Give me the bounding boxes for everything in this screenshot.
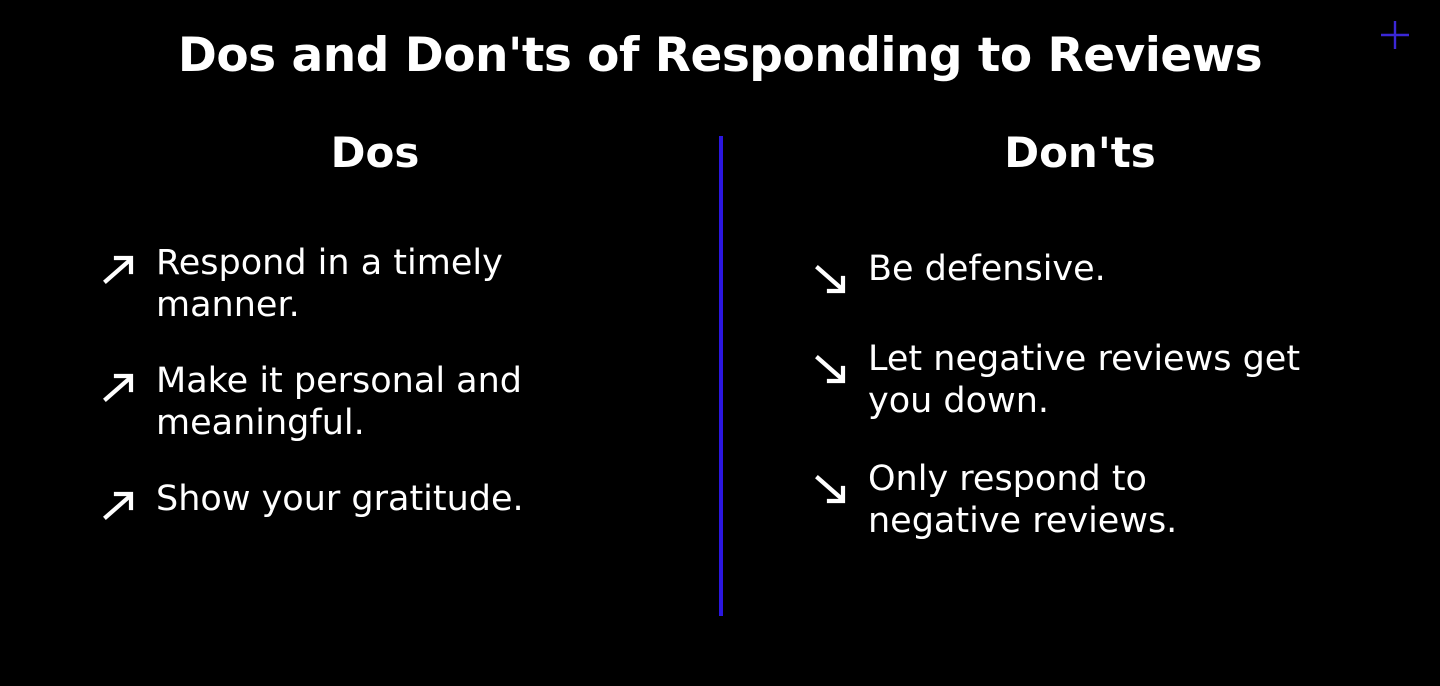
list-item-text: Only respond to negative reviews. xyxy=(868,459,1178,542)
list-item-text: Let negative reviews get you down. xyxy=(868,339,1301,422)
vertical-divider xyxy=(719,136,723,616)
list-item-text: Show your gratitude. xyxy=(156,479,524,520)
list-item-text: Make it personal and meaningful. xyxy=(156,361,523,444)
column-dos xyxy=(60,130,700,564)
donts-list xyxy=(760,248,1400,542)
column-heading-dos: Dos xyxy=(330,128,420,177)
list-item xyxy=(760,458,1400,542)
list-item xyxy=(60,478,700,530)
arrow-up-right-icon xyxy=(96,248,142,294)
list-item xyxy=(60,360,700,444)
arrow-down-right-icon xyxy=(808,466,854,512)
list-item-text: Be defensive. xyxy=(868,249,1106,290)
column-heading-donts: Don'ts xyxy=(1004,128,1156,177)
list-item xyxy=(760,338,1400,422)
page-title: Dos and Don'ts of Responding to Reviews xyxy=(177,28,1263,83)
list-item-text: Respond in a timely manner. xyxy=(156,243,503,326)
dos-list xyxy=(60,242,700,530)
arrow-down-right-icon xyxy=(808,256,854,302)
arrow-down-right-icon xyxy=(808,346,854,392)
arrow-up-right-icon xyxy=(96,484,142,530)
list-item xyxy=(760,248,1400,302)
arrow-up-right-icon xyxy=(96,366,142,412)
column-donts xyxy=(760,130,1400,578)
list-item xyxy=(60,242,700,326)
